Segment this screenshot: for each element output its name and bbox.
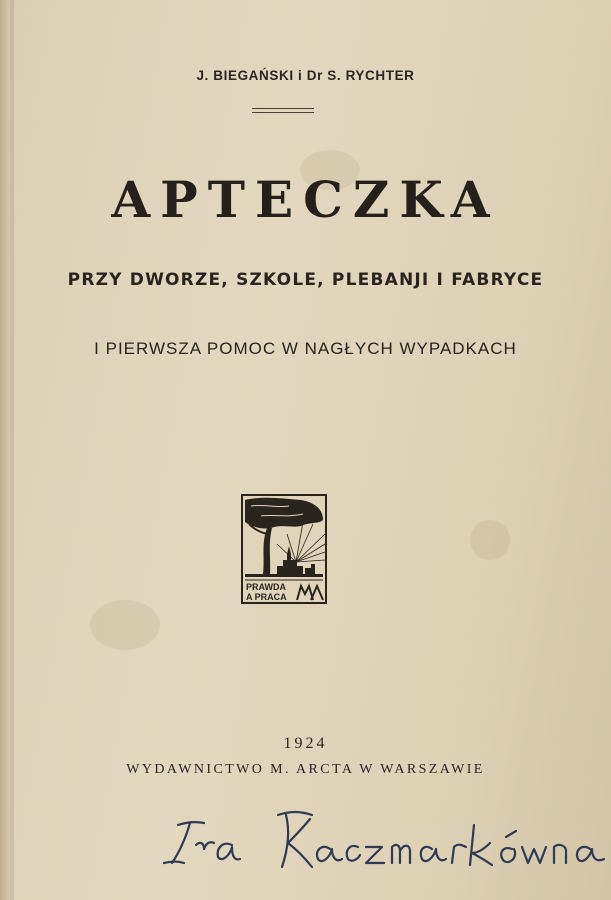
book-title: APTECZKA [111,170,500,229]
book-subtitle: PRZY DWORZE, SZKOLE, PLEBANJI I FABRYCE [67,270,544,290]
svg-text:A PRACA: A PRACA [246,592,287,602]
authors-line: J. BIEGAŃSKI i Dr S. RYCHTER [196,68,415,83]
paper-stain [90,600,160,650]
svg-text:PRAWDA: PRAWDA [246,582,286,592]
publisher-line: WYDAWNICTWO M. ARCTA W WARSZAWIE [126,762,485,777]
handwritten-signature [160,785,610,885]
paper-stain [470,520,510,560]
publication-year: 1924 [283,735,328,752]
decorative-rule [252,108,314,113]
book-subtitle-secondary: I PIERWSZA POMOC W NAGŁYCH WYPADKACH [94,339,517,358]
publisher-emblem-icon [241,494,327,604]
